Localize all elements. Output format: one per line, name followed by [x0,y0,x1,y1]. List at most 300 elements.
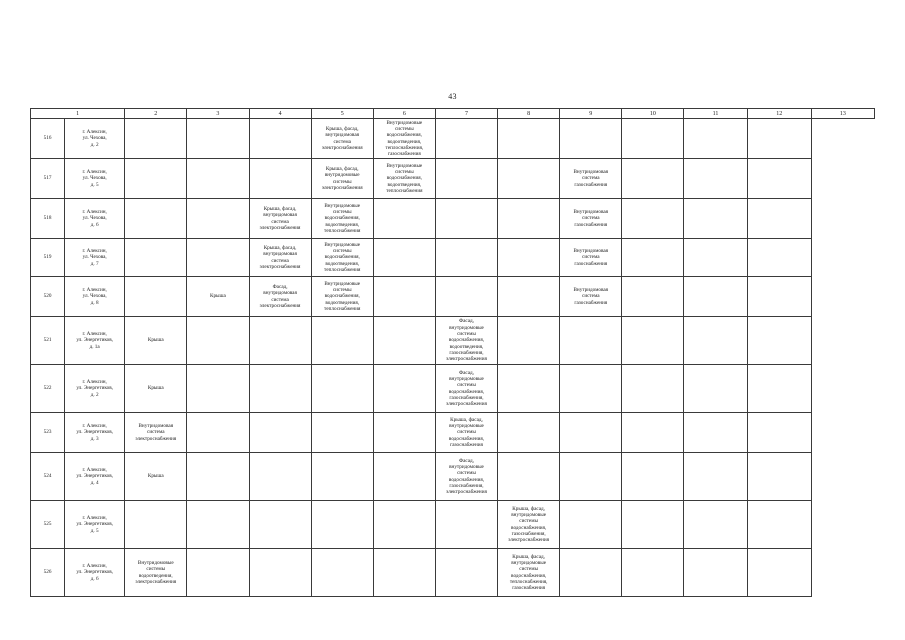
column-header: 6 [373,109,435,119]
work-cell-col-7 [373,501,435,549]
cell-line: системы [457,429,476,436]
work-cell-col-13 [747,501,811,549]
cell-line: внутридомовые [449,463,484,470]
work-cell-col-10 [560,159,622,199]
cell-line: системы [332,209,352,216]
cell-line: система [582,215,600,222]
work-cell-col-8 [435,501,497,549]
column-header: 12 [747,109,811,119]
work-cell-col-6 [311,549,373,597]
work-cell-col-5 [249,277,311,317]
cell-line: электроснабжения [259,263,301,270]
address-cell [65,317,125,365]
work-cell-col-3 [125,413,187,453]
cell-line: электроснабжения [446,401,487,408]
cell-line: Внутридомовая [573,169,609,176]
repair-schedule-table [30,108,875,597]
work-cell-col-8 [435,119,497,159]
work-cell-col-12 [684,119,747,159]
work-cell-col-4 [187,453,249,501]
cell-line: газоснабжения, [511,530,546,537]
row-number: 524 [31,453,65,501]
row-number: 526 [31,549,65,597]
column-header: 2 [125,109,187,119]
column-header: 5 [311,109,373,119]
work-cell-col-11 [622,413,684,453]
cell-line: газоснабжения, [449,349,484,356]
cell-line: системы [332,287,352,294]
work-cell-col-10 [560,453,622,501]
cell-line: внутридомовые [449,423,484,430]
cell-line: системы [146,566,166,573]
work-cell-col-11 [622,199,684,239]
cell-line: Крыша [147,385,164,392]
cell-line: Внутридомовая [573,209,609,216]
cell-line: ул. Чехова, [82,175,107,182]
cell-line: ул. Чехова, [82,135,107,142]
cell-line: Внутридомовые [386,119,423,126]
cell-line: электроснабжения [508,537,550,544]
cell-line: Внутридомовые [324,280,361,287]
column-header: 10 [622,109,684,119]
work-cell-col-6 [311,453,373,501]
work-cell-col-4 [187,317,249,365]
work-cell-col-12 [684,501,747,549]
table-row [31,199,875,239]
cell-line: Крыша [147,473,164,480]
work-cell-col-3 [125,239,187,277]
table-row [31,239,875,277]
work-cell-col-12 [684,239,747,277]
work-cell-col-7 [373,413,435,453]
work-cell-col-3 [125,119,187,159]
work-cell-col-12 [684,365,747,413]
cell-line: Фасад, [458,457,474,464]
work-cell-col-9 [498,365,560,413]
work-cell-col-6 [311,159,373,199]
cell-line: ул. Энергетиков, [76,521,113,528]
cell-line: г. Алексин, [82,169,107,176]
cell-line: системы [394,169,414,176]
work-cell-col-13 [747,317,811,365]
work-cell-col-7 [373,317,435,365]
cell-line: система [271,296,289,303]
cell-line: внутридомовая [263,290,297,297]
cell-line: д. 5 [90,181,99,188]
work-cell-col-13 [747,453,811,501]
cell-line: системы [457,331,476,338]
cell-line: г. Алексин, [82,379,107,386]
cell-line: теплоснабжения, [385,144,424,151]
work-cell-col-5 [249,239,311,277]
work-cell-col-4 [187,501,249,549]
cell-line: электроснабжения [446,489,487,496]
work-cell-col-10 [560,413,622,453]
address-cell [65,413,125,453]
cell-line: система [582,254,600,261]
work-cell-col-5 [249,119,311,159]
cell-line: д. 3 [90,435,99,442]
cell-line: газоснабжения [574,221,608,228]
cell-line: ул. Энергетиков, [76,385,113,392]
work-cell-col-9 [498,119,560,159]
cell-line: ул. Чехова, [82,254,107,261]
cell-line: внутридомовые [511,559,547,566]
cell-line: Крыша [210,293,226,300]
work-cell-col-12 [684,413,747,453]
cell-line: системы [332,248,352,255]
work-cell-col-8 [435,453,497,501]
row-number: 519 [31,239,65,277]
work-cell-col-11 [622,549,684,597]
row-number: 518 [31,199,65,239]
work-cell-col-5 [249,453,311,501]
cell-line: Крыша, фасад, [325,165,359,172]
address-cell [65,119,125,159]
work-cell-col-9 [498,199,560,239]
address-cell [65,453,125,501]
work-cell-col-3 [125,317,187,365]
work-cell-col-3 [125,549,187,597]
cell-line: водоснабжения, [324,215,360,222]
cell-line: водоснабжения, [324,293,360,300]
cell-line: водоотведения, [325,260,360,267]
work-cell-col-7 [373,453,435,501]
cell-line: системы [519,566,538,573]
page-number: 43 [448,92,457,101]
work-cell-col-10 [560,199,622,239]
work-cell-col-8 [435,317,497,365]
cell-line: система [582,175,600,182]
work-cell-col-5 [249,413,311,453]
cell-line: водоснабжения, [324,254,360,261]
work-cell-col-10 [560,277,622,317]
table-body [31,119,875,597]
address-cell [65,277,125,317]
column-header: 8 [498,109,560,119]
work-cell-col-6 [311,239,373,277]
cell-line: г. Алексин, [82,129,107,136]
cell-line: внутридомовые [324,172,360,179]
column-header: 11 [684,109,747,119]
work-cell-col-10 [560,501,622,549]
work-cell-col-9 [498,413,560,453]
table-row [31,365,875,413]
column-header: 13 [811,109,874,119]
table-row [31,119,875,159]
cell-line: водоснабжения, [448,435,485,442]
cell-line: д. 7 [90,260,99,267]
row-number: 521 [31,317,65,365]
cell-line: газоснабжения, [449,394,484,401]
cell-line: системы [457,470,476,477]
cell-line: внутридомовые [449,375,484,382]
row-number: 516 [31,119,65,159]
work-cell-col-5 [249,159,311,199]
cell-line: газоснабжения [450,441,483,448]
work-cell-col-5 [249,365,311,413]
cell-line: д. 8 [90,299,99,306]
cell-line: ул. Чехова, [82,215,107,222]
work-cell-col-6 [311,119,373,159]
row-number: 525 [31,501,65,549]
work-cell-col-10 [560,119,622,159]
cell-line: д. 5 [90,527,99,534]
cell-line: теплоснабжения [324,227,361,234]
work-cell-col-13 [747,239,811,277]
work-cell-col-6 [311,365,373,413]
cell-line: система [271,257,289,264]
work-cell-col-10 [560,549,622,597]
work-cell-col-7 [373,277,435,317]
cell-line: ул. Энергетиков, [76,569,113,576]
column-header: 7 [435,109,497,119]
cell-line: водоотведения, [325,221,360,228]
address-cell [65,239,125,277]
table-row [31,501,875,549]
work-cell-col-6 [311,501,373,549]
work-cell-col-8 [435,549,497,597]
cell-line: ул. Энергетиков, [76,337,113,344]
cell-line: теплоснабжения, [509,578,548,585]
cell-line: водоснабжения, [448,337,485,344]
cell-line: г. Алексин, [82,209,107,216]
work-cell-col-11 [622,239,684,277]
cell-line: д. 2 [90,141,99,148]
cell-line: система [333,138,351,145]
work-cell-col-7 [373,199,435,239]
work-cell-col-9 [498,159,560,199]
work-cell-col-8 [435,159,497,199]
cell-line: Фасад, [272,283,288,290]
work-cell-col-3 [125,453,187,501]
cell-line: Крыша [147,337,164,344]
work-cell-col-9 [498,317,560,365]
work-cell-col-12 [684,277,747,317]
work-cell-col-7 [373,159,435,199]
cell-line: система [582,293,600,300]
work-cell-col-3 [125,199,187,239]
work-cell-col-3 [125,159,187,199]
work-cell-col-13 [747,277,811,317]
work-cell-col-13 [747,159,811,199]
work-cell-col-13 [747,413,811,453]
work-cell-col-4 [187,413,249,453]
cell-line: д. 1а [89,343,100,350]
cell-line: водоснабжения, [448,388,485,395]
cell-line: водоснабжения, [386,132,422,139]
work-cell-col-12 [684,199,747,239]
work-cell-col-9 [498,277,560,317]
cell-line: Крыша, фасад, [512,553,545,560]
column-header: 4 [249,109,311,119]
cell-line: Внутридомовые [386,162,423,169]
cell-line: Внутридомовые [324,202,361,209]
work-cell-col-8 [435,239,497,277]
column-header: 3 [187,109,249,119]
cell-line: Крыша, фасад, [263,244,297,251]
address-cell [65,501,125,549]
work-cell-col-11 [622,159,684,199]
cell-line: водоснабжения, [386,175,422,182]
work-cell-col-11 [622,365,684,413]
table-row [31,453,875,501]
cell-line: г. Алексин, [82,423,107,430]
cell-line: электроснабжения [135,435,177,442]
cell-line: водоснабжения, [511,572,547,579]
work-cell-col-6 [311,199,373,239]
table-row [31,413,875,453]
cell-line: внутридомовая [263,212,297,219]
row-number: 522 [31,365,65,413]
cell-line: Крыша, фасад, [450,416,483,423]
cell-line: водоотведения, [387,138,422,145]
cell-line: д. 6 [90,575,99,582]
cell-line: г. Алексин, [82,248,107,255]
table-row [31,317,875,365]
work-cell-col-4 [187,549,249,597]
cell-line: Фасад, [458,369,474,376]
cell-line: электроснабжения [321,184,363,191]
cell-line: водоснабжения, [448,476,485,483]
work-cell-col-5 [249,501,311,549]
work-cell-col-4 [187,159,249,199]
cell-line: д. 4 [90,479,99,486]
cell-line: Крыша, фасад, [325,125,359,132]
work-cell-col-4 [187,365,249,413]
cell-line: системы [457,382,476,389]
address-cell [65,365,125,413]
table-row [31,159,875,199]
work-cell-col-12 [684,159,747,199]
work-cell-col-4 [187,239,249,277]
cell-line: система [147,429,165,436]
cell-line: системы [332,178,352,185]
cell-line: г. Алексин, [82,563,107,570]
cell-line: системы [519,518,538,525]
table-row [31,549,875,597]
cell-line: водоснабжения, [511,524,547,531]
work-cell-col-9 [498,501,560,549]
cell-line: система [271,218,289,225]
work-cell-col-10 [560,239,622,277]
address-cell [65,199,125,239]
work-cell-col-8 [435,413,497,453]
cell-line: электроснабжения [446,356,487,363]
cell-line: газоснабжения [574,181,608,188]
cell-line: электроснабжения [259,302,301,309]
work-cell-col-3 [125,365,187,413]
row-number: 517 [31,159,65,199]
work-cell-col-5 [249,549,311,597]
cell-line: ул. Чехова, [82,293,107,300]
row-number: 523 [31,413,65,453]
work-cell-col-9 [498,453,560,501]
work-cell-col-6 [311,277,373,317]
cell-line: водоотведения, [138,572,173,579]
cell-line: г. Алексин, [82,287,107,294]
cell-line: газоснабжения [387,151,421,158]
cell-line: Крыша, фасад, [512,505,545,512]
cell-line: газоснабжения, [449,482,484,489]
cell-line: д. 2 [90,391,99,398]
cell-line: Внутридомовые [324,241,361,248]
cell-line: Крыша, фасад, [263,205,297,212]
cell-line: Внутридомовая [573,287,609,294]
work-cell-col-7 [373,239,435,277]
work-cell-col-8 [435,277,497,317]
address-cell [65,159,125,199]
row-number: 520 [31,277,65,317]
cell-line: внутридомовые [449,324,484,331]
cell-line: Фасад, [458,318,474,325]
cell-line: водоотведения, [449,343,484,350]
cell-line: системы [394,125,414,132]
cell-line: теплоснабжения [324,266,361,273]
work-cell-col-10 [560,317,622,365]
cell-line: водоотведения, [387,181,422,188]
cell-line: электроснабжения [135,578,177,585]
work-cell-col-4 [187,277,249,317]
work-cell-col-11 [622,501,684,549]
work-cell-col-3 [125,501,187,549]
cell-line: Внутридомовая [138,423,174,430]
work-cell-col-9 [498,549,560,597]
work-cell-col-11 [622,119,684,159]
work-cell-col-4 [187,199,249,239]
work-cell-col-13 [747,549,811,597]
work-cell-col-4 [187,119,249,159]
cell-line: электроснабжения [321,144,363,151]
cell-line: Внутридомовая [573,248,609,255]
work-cell-col-13 [747,199,811,239]
work-cell-col-7 [373,549,435,597]
work-cell-col-13 [747,119,811,159]
cell-line: водоотведения, [325,299,360,306]
work-cell-col-11 [622,317,684,365]
table-row [31,277,875,317]
cell-line: д. 6 [90,221,99,228]
work-cell-col-8 [435,365,497,413]
header-row [31,109,875,119]
cell-line: внутридомовая [263,251,297,258]
cell-line: ул. Энергетиков, [76,473,113,480]
work-cell-col-7 [373,119,435,159]
work-cell-col-10 [560,365,622,413]
work-cell-col-11 [622,277,684,317]
cell-line: теплоснабжения [324,305,361,312]
work-cell-col-9 [498,239,560,277]
cell-line: теплоснабжения [386,187,423,194]
cell-line: г. Алексин, [82,331,107,338]
cell-line: внутридомовая [325,132,360,139]
cell-line: газоснабжения [512,585,546,592]
work-cell-col-12 [684,549,747,597]
cell-line: Внутридомовые [137,559,174,566]
column-header: 9 [560,109,622,119]
work-cell-col-6 [311,317,373,365]
cell-line: г. Алексин, [82,467,107,474]
cell-line: газоснабжения [574,299,608,306]
cell-line: внутридомовые [511,511,547,518]
work-cell-col-5 [249,199,311,239]
work-cell-col-3 [125,277,187,317]
work-cell-col-5 [249,317,311,365]
work-cell-col-12 [684,453,747,501]
work-cell-col-8 [435,199,497,239]
cell-line: газоснабжения [574,260,608,267]
column-header: 1 [31,109,125,119]
